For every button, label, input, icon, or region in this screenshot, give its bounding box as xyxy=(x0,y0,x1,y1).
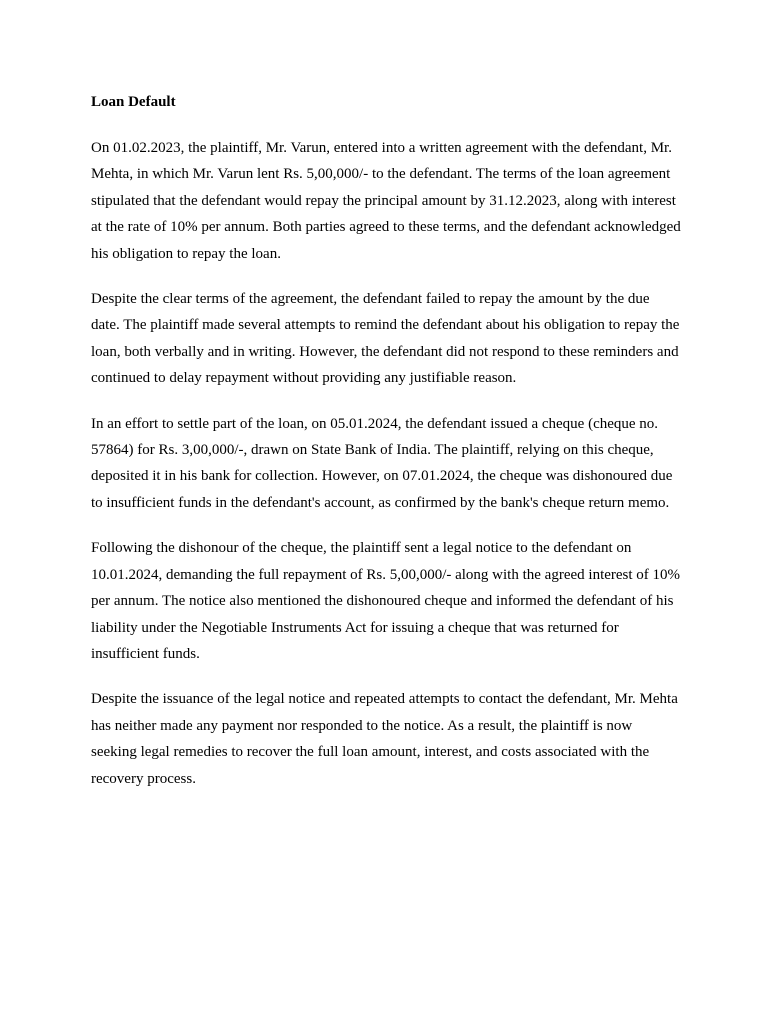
paragraph-default: Despite the clear terms of the agreement, the defendant failed to repay the amount by the due date. The plaintiff made several attempts to remind the defendant about his obligation to repay the loan, both verbally and in writing. However, the defendant did not respond to these reminders and continued to delay repayment without providing any justifiable reason. xyxy=(91,291,680,387)
document-title: Loan Default xyxy=(91,94,176,110)
document-body xyxy=(91,91,681,811)
paragraph-cheque: In an effort to settle part of the loan, on 05.01.2024, the defendant issued a cheque (cheque no. 57864) for Rs. 3,00,000/-, drawn on State Bank of India. The plaintiff, relying on this cheque, deposited it in his bank for collection. However, on 07.01.2024, the cheque was dishonoured due to insufficient funds in the defendant's account, as confirmed by the bank's cheque return memo. xyxy=(91,415,673,511)
paragraph-remedies: Despite the issuance of the legal notice and repeated attempts to contact the defendant, Mr. Mehta has neither made any payment nor responded to the notice. As a result, the plaintiff is now seeking legal remedies to recover the full loan amount, interest, and costs associated with the recovery process. xyxy=(91,691,678,787)
paragraph-legal-notice: Following the dishonour of the cheque, the plaintiff sent a legal notice to the defendant on 10.01.2024, demanding the full repayment of Rs. 5,00,000/- along with the agreed interest of 10% per annum. The notice also mentioned the dishonoured cheque and informed the defendant of his liability under the Negotiable Instruments Act for issuing a cheque that was returned for insufficient funds. xyxy=(91,540,681,662)
paragraph-agreement: On 01.02.2023, the plaintiff, Mr. Varun, entered into a written agreement with the defendant, Mr. Mehta, in which Mr. Varun lent Rs. 5,00,000/- to the defendant. The terms of the loan agreement stipulated that the defendant would repay the principal amount by 31.12.2023, along with interest at the rate of 10% per annum. Both parties agreed to these terms, and the defendant acknowledged his obligation to repay the loan. xyxy=(91,140,681,262)
